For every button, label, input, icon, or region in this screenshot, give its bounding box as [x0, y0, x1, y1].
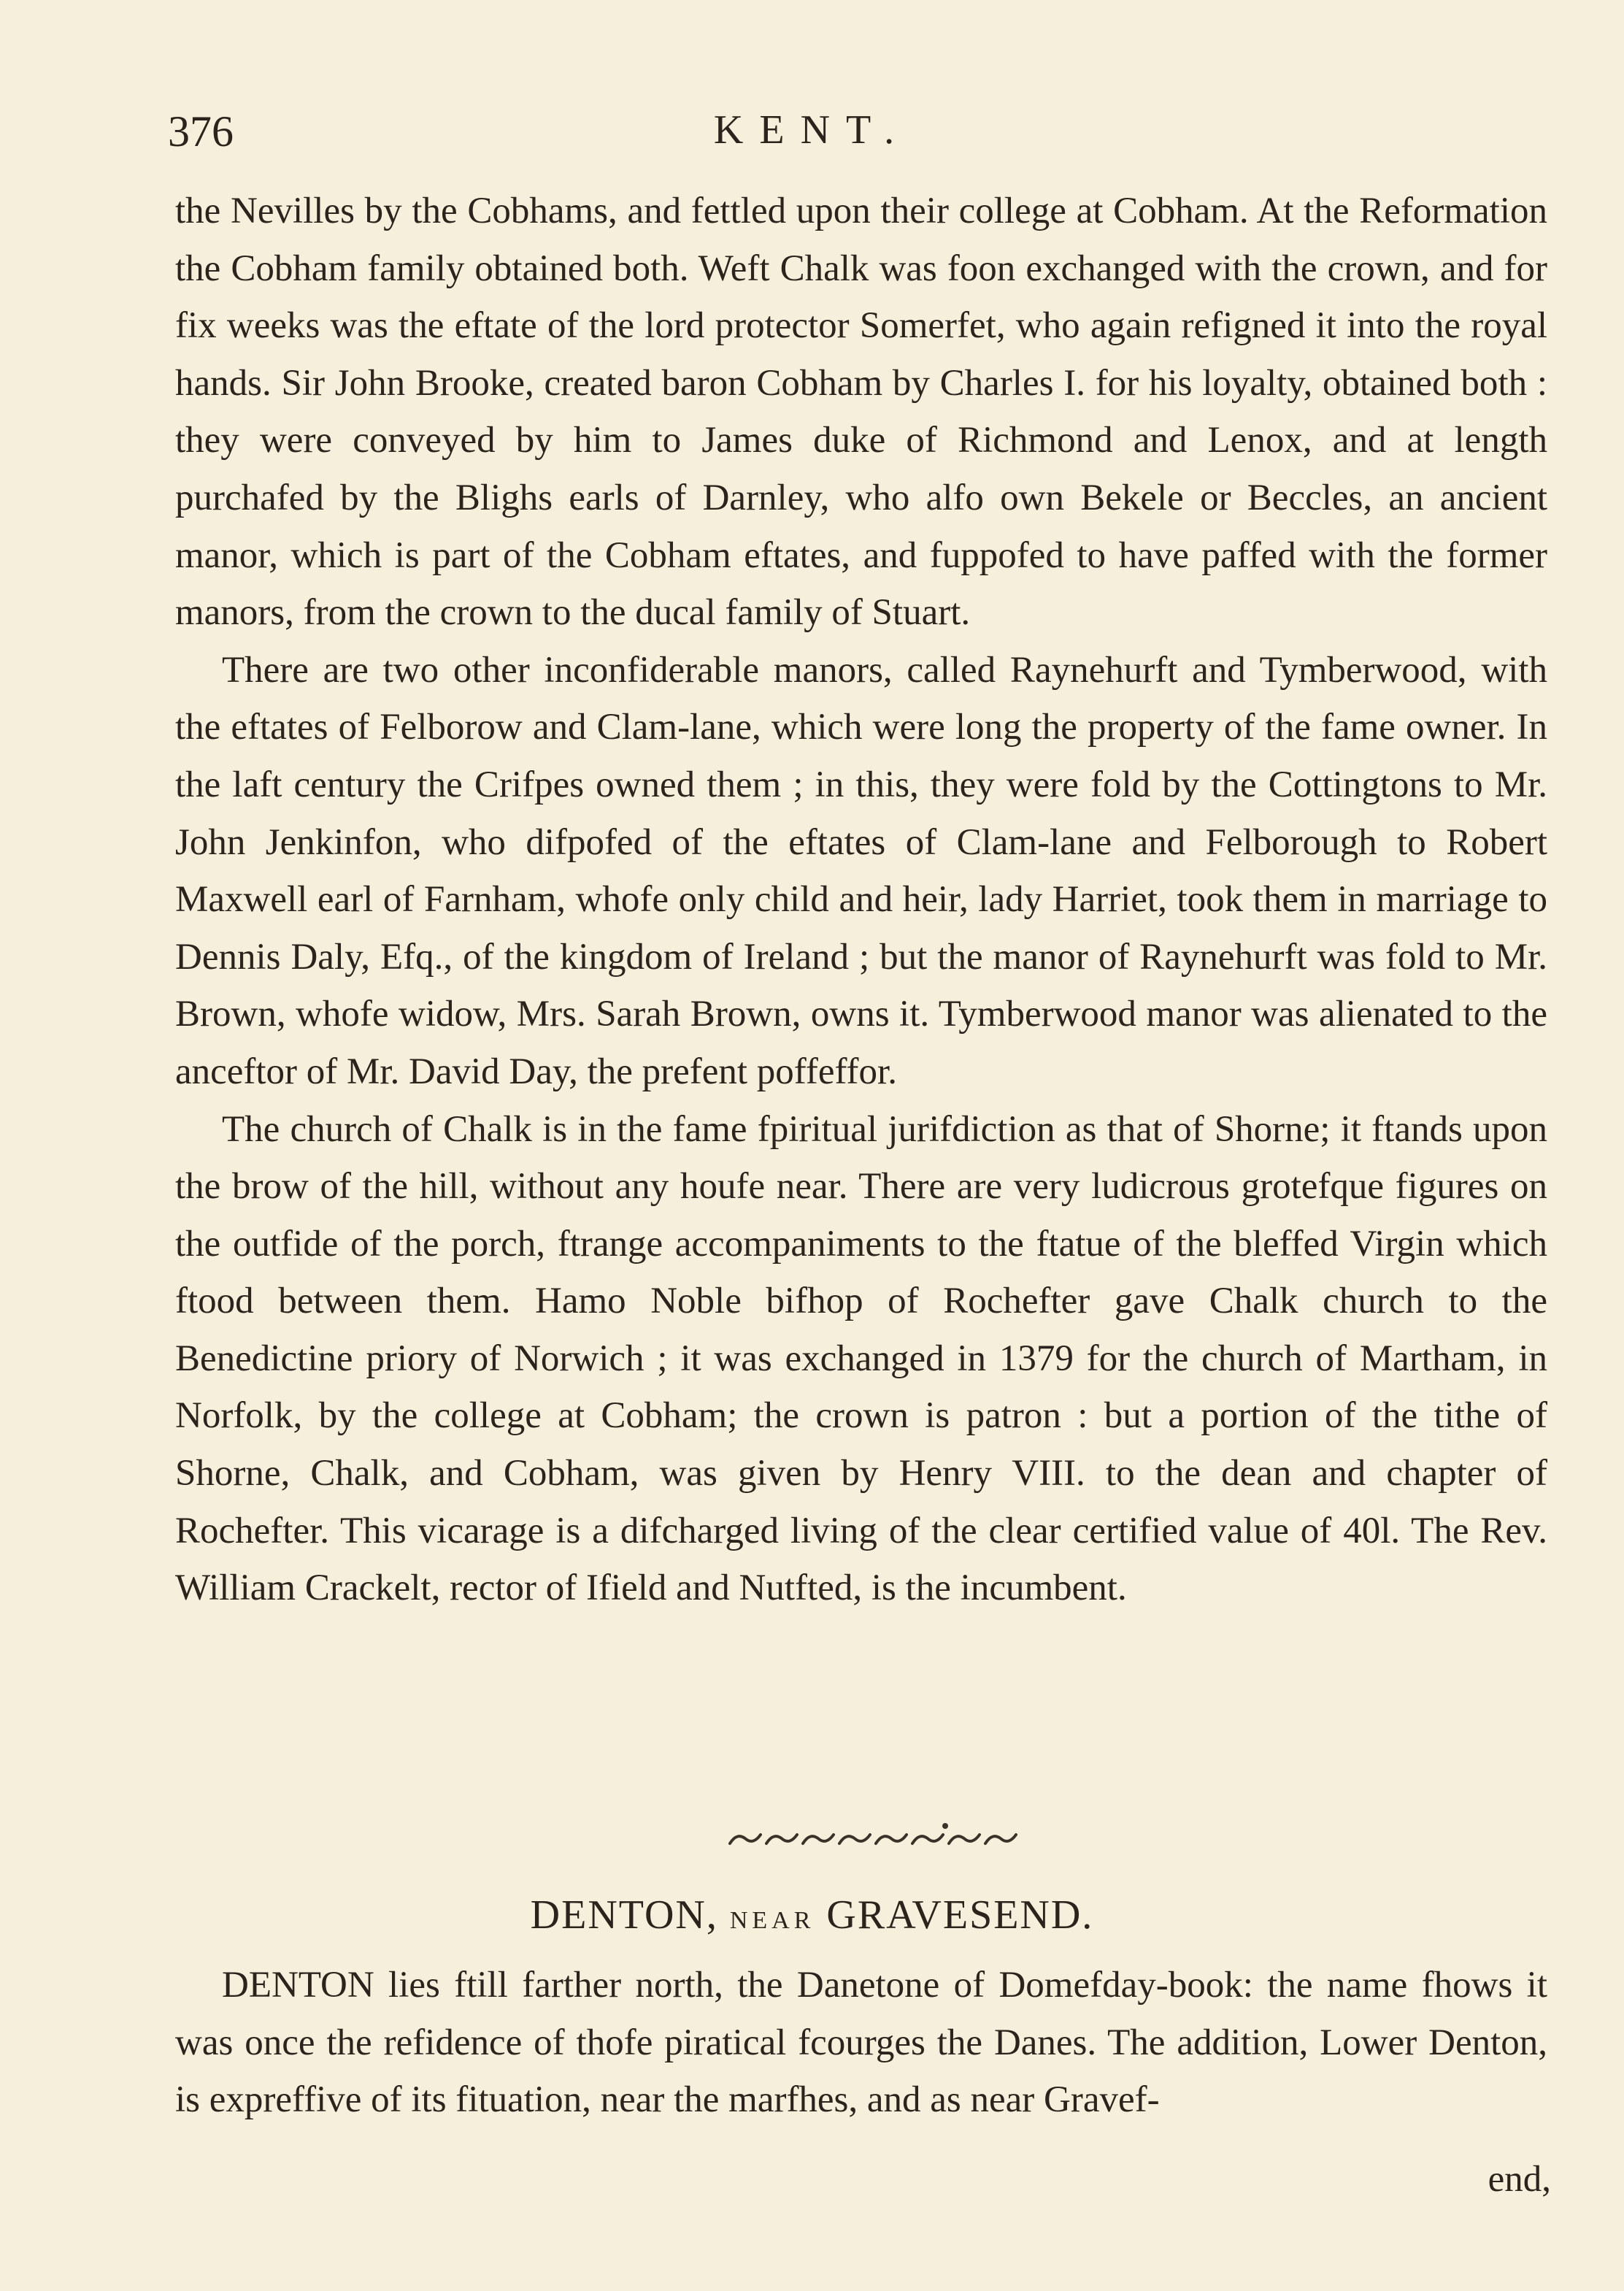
section-paragraph: DENTON lies ftill farther north, the Danetone of Domefday-book: the name fhows it was once the refidence of thofe piratical fcourges the Danes. The addition, Lower Denton, is expreffive of its fituation, near the marfhes, and as near Gravef-	[175, 1965, 1547, 2121]
section-heading	[0, 1891, 1624, 1940]
main-text	[175, 183, 1547, 1617]
section-text	[175, 1957, 1547, 2129]
running-head: KENT.	[713, 107, 911, 153]
page-number: 376	[168, 107, 234, 156]
section-heading-main: DENTON,	[530, 1892, 718, 1938]
section-heading-near: NEAR	[729, 1907, 815, 1934]
paragraph-3: The church of Chalk is in the fame fpiritual jurifdiction as that of Shorne; it ftands upon the brow of the hill, without any houfe near. There are very ludicrous grotefque figures on the outfide of the porch, ftrange accompaniments to the ftatue of the bleffed Virgin which ftood between them. Hamo Noble bifhop of Rochefter gave Chalk church to the Benedictine priory of Norwich ; it was exchanged in 1379 for the church of Martham, in Norfolk, by the college at Cobham; the crown is patron : but a portion of the tithe of Shorne, Chalk, and Cobham, was given by Henry VIII. to the dean and chapter of Rochefter. This vicarage is a difcharged living of the clear certified value of 40l. The Rev. William Crackelt, rector of Ifield and Nutfted, is the incumbent.	[175, 1108, 1547, 1609]
section-heading-place: GRAVESEND.	[826, 1892, 1094, 1938]
catchword: end,	[1488, 2159, 1551, 2200]
ornament-divider	[723, 1822, 1029, 1851]
paragraph-1: the Nevilles by the Cobhams, and fettled upon their college at Cobham. At the Reformation the Cobham family obtained both. Weft Chalk was foon exchanged with the crown, and for fix weeks was the eftate of the lord protector Somerfet, who again refigned it into the royal hands. Sir John Brooke, created baron Cobham by Charles I. for his loyalty, obtained both : they were conveyed by him to James duke of Richmond and Lenox, and at length purchafed by the Blighs earls of Darnley, who alfo own Bekele or Beccles, an ancient manor, which is part of the Cobham eftates, and fuppofed to have paffed with the former manors, from the crown to the ducal family of Stuart.	[175, 191, 1547, 634]
paragraph-2: There are two other inconfiderable manors, called Raynehurft and Tymberwood, with the eftates of Felborow and Clam-lane, which were long the property of the fame owner. In the laft century the Crifpes owned them ; in this, they were fold by the Cottingtons to Mr. John Jenkinfon, who difpofed of the eftates of Clam-lane and Felborough to Robert Maxwell earl of Farnham, whofe only child and heir, lady Harriet, took them in marriage to Dennis Daly, Efq., of the kingdom of Ireland ; but the manor of Raynehurft was fold to Mr. Brown, whofe widow, Mrs. Sarah Brown, owns it. Tymberwood manor was alienated to the anceftor of Mr. David Day, the prefent poffeffor.	[175, 649, 1547, 1092]
